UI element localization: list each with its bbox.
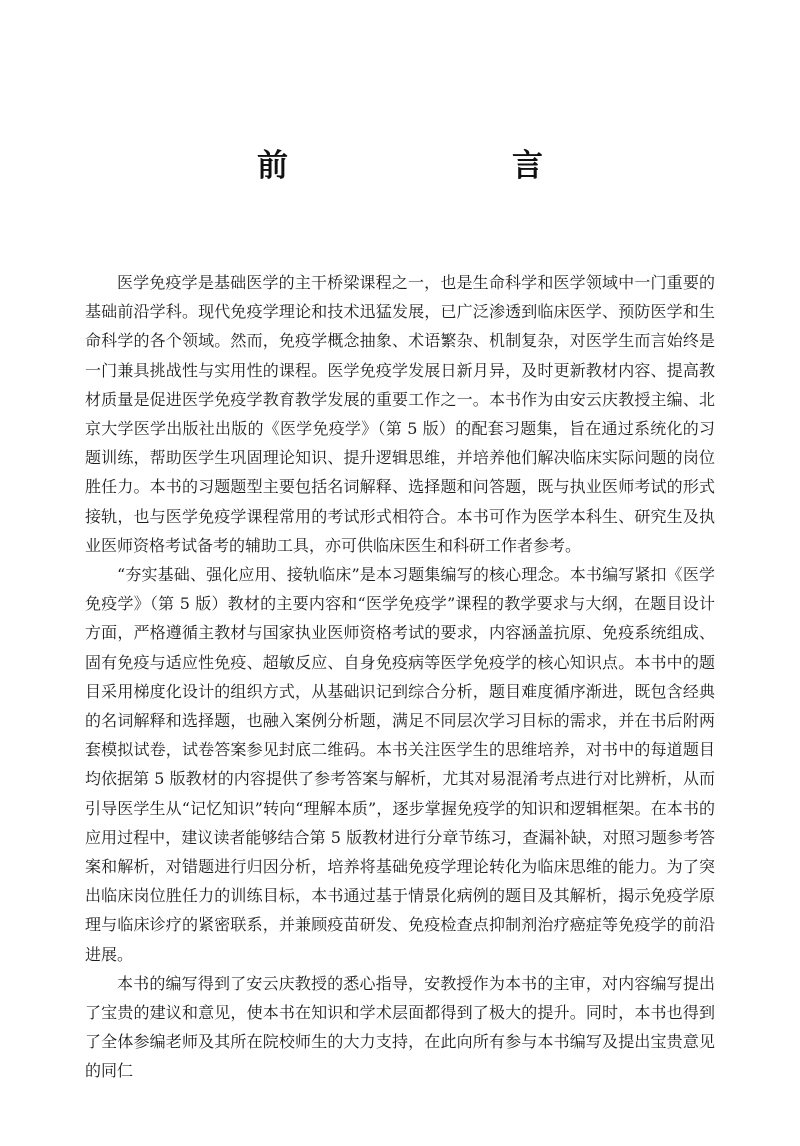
paragraph-3: 本书的编写得到了安云庆教授的悉心指导，安教授作为本书的主审，对内容编写提出了宝贵的建议和意见，使本书在知识和学术层面都得到了极大的提升。同时，本书也得到了全体参编老师及其所在院校师生的大力支持，在此向所有参与本书编写及提出宝贵意见的同仁	[85, 973, 715, 1081]
body-text	[85, 268, 715, 1086]
paragraph-1: 医学免疫学是基础医学的主干桥梁课程之一，也是生命科学和医学领域中一门重要的基础前沿学科。现代免疫学理论和技术迅猛发展，已广泛渗透到临床医学、预防医学和生命科学的各个领域。然而，免疫学概念抽象、术语繁杂、机制复杂，对医学生而言始终是一门兼具挑战性与实用性的课程。医学免疫学发展日新月异，及时更新教材内容、提高教材质量是促进医学免疫学教育教学发展的重要工作之一。本书作为由安云庆教授主编、北京大学医学出版社出版的《医学免疫学》（第 5 版）的配套习题集，旨在通过系统化的习题训练，帮助医学生巩固理论知识、提升逻辑思维，并培养他们解决临床实际问题的岗位胜任力。本书的习题题型主要包括名词解释、选择题和问答题，既与执业医师考试的形式接轨，也与医学免疫学课程常用的考试形式相符合。本书可作为医学本科生、研究生及执业医师资格考试备考的辅助工具，亦可供临床医生和科研工作者参考。	[85, 273, 715, 555]
page-title: 前 言	[257, 148, 597, 184]
paragraph-2: “夯实基础、强化应用、接轨临床”是本习题集编写的核心理念。本书编写紧扣《医学免疫学》（第 5 版）教材的主要内容和“医学免疫学”课程的教学要求与大纲，在题目设计方面，严格遵循主教材与国家执业医师资格考试的要求，内容涵盖抗原、免疫系统组成、固有免疫与适应性免疫、超敏反应、自身免疫病等医学免疫学的核心知识点。本书中的题目采用梯度化设计的组织方式，从基础识记到综合分析，题目难度循序渐进，既包含经典的名词解释和选择题，也融入案例分析题，满足不同层次学习目标的需求，并在书后附两套模拟试卷，试卷答案参见封底二维码。本书关注医学生的思维培养，对书中的每道题目均依据第 5 版教材的内容提供了参考答案与解析，尤其对易混淆考点进行对比辨析，从而引导医学生从“记忆知识”转向“理解本质”，逐步掌握免疫学的知识和逻辑框架。在本书的应用过程中，建议读者能够结合第 5 版教材进行分章节练习，查漏补缺，对照习题参考答案和解析，对错题进行归因分析，培养将基础免疫学理论转化为临床思维的能力。为了突出临床岗位胜任力的训练目标，本书通过基于情景化病例的题目及其解析，揭示免疫学原理与临床诊疗的紧密联系，并兼顾疫苗研发、免疫检查点抑制剂治疗癌症等免疫学的前沿进展。	[85, 565, 715, 964]
